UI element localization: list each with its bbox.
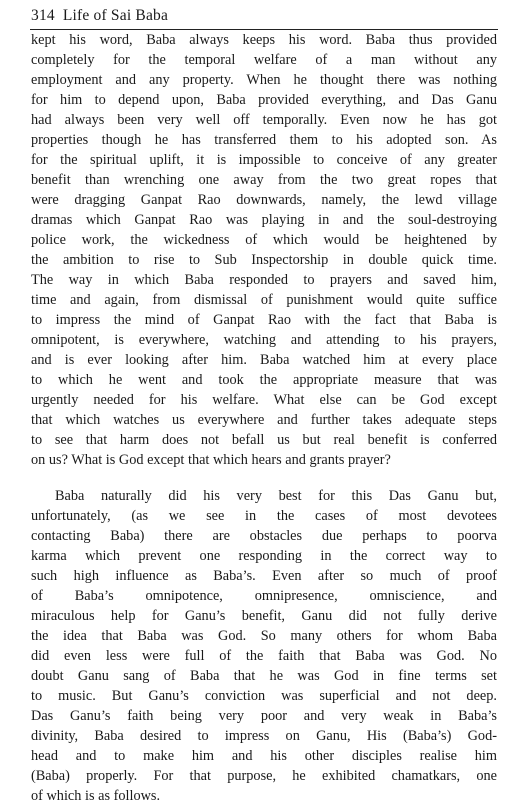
text-line: contacting Baba) there are obstacles due perhaps to poorva (31, 528, 497, 544)
text-line: and is ever looking after him. Baba watched him at every place (31, 352, 497, 368)
text-line: that which watches us everywhere and further takes adequate steps (31, 412, 497, 428)
text-line: police work, the wickedness of which would be heightened by (31, 232, 497, 248)
body-text (31, 30, 497, 806)
text-line: dramas which Ganpat Rao was playing in and the soul-destroying (31, 212, 497, 228)
text-line: completely for the temporal welfare of a man without any (31, 52, 497, 68)
page-number: 314 (31, 7, 55, 24)
paragraph-spacing (31, 470, 497, 486)
running-head (31, 7, 168, 25)
text-line: kept his word, Baba always keeps his word. Baba thus provided (31, 32, 497, 48)
text-line: on us? What is God except that which hears and grants prayer? (31, 452, 391, 468)
text-line: time and again, from dismissal of punishment would quite suffice (31, 292, 497, 308)
text-line: The way in which Baba responded to prayers and saved him, (31, 272, 497, 288)
text-line: were dragging Ganpat Rao downwards, namely, the lewd village (31, 192, 497, 208)
text-line: for him to depend upon, Baba provided everything, and Das Ganu (31, 92, 497, 108)
paragraph-1 (31, 30, 497, 470)
text-line: employment and any property. When he thought there was nothing (31, 72, 497, 88)
text-line: benefit than wrenching one away from the two great ropes that (31, 172, 497, 188)
running-title: Life of Sai Baba (62, 7, 169, 24)
text-line: urgently needed for his welfare. What else can be God except (31, 392, 497, 408)
text-line: to which he went and took the appropriate measure that was (31, 372, 497, 388)
text-line: miraculous help for Ganu’s benefit, Ganu did not fully derive (31, 608, 497, 624)
text-line: had always been very well off temporally. Even now he has got (31, 112, 497, 128)
text-line: to see that harm does not befall us but real benefit is conferred (31, 432, 497, 448)
text-line: divinity, Baba desired to impress on Ganu, His (Baba’s) God- (31, 728, 497, 744)
text-line: doubt Ganu sang of Baba that he was God in fine terms set (31, 668, 497, 684)
text-line: for the spiritual uplift, it is impossible to conceive of any greater (31, 152, 497, 168)
text-line: did even less were full of the faith that Baba was God. No (31, 648, 497, 664)
text-line: of which is as follows. (31, 788, 161, 804)
text-line: head and to make him and his other disciples realise him (31, 748, 497, 764)
text-line: karma which prevent one responding in the correct way to (31, 548, 497, 564)
text-line: (Baba) properly. For that purpose, he exhibited chamatkars, one (31, 768, 497, 784)
text-line: Das Ganu’s faith being very poor and very weak in Baba’s (31, 708, 497, 724)
text-line: to impress the mind of Ganpat Rao with the fact that Baba is (31, 312, 497, 328)
text-line: the idea that Baba was God. So many others for whom Baba (31, 628, 497, 644)
text-line: such high influence as Baba’s. Even after so much of proof (31, 568, 497, 584)
text-line: omnipotent, is everywhere, watching and attending to his prayers, (31, 332, 497, 348)
paragraph-2 (31, 486, 497, 806)
text-line: of Baba’s omnipotence, omnipresence, omniscience, and (31, 588, 497, 604)
text-line: unfortunately, (as we see in the cases of most devotees (31, 508, 497, 524)
text-line: the ambition to rise to Sub Inspectorship in double quick time. (31, 252, 497, 268)
text-line: properties though he has transferred them to his adopted son. As (31, 132, 497, 148)
text-line: to music. But Ganu’s conviction was superficial and not deep. (31, 688, 497, 704)
text-line: Baba naturally did his very best for this Das Ganu but, (55, 488, 497, 504)
